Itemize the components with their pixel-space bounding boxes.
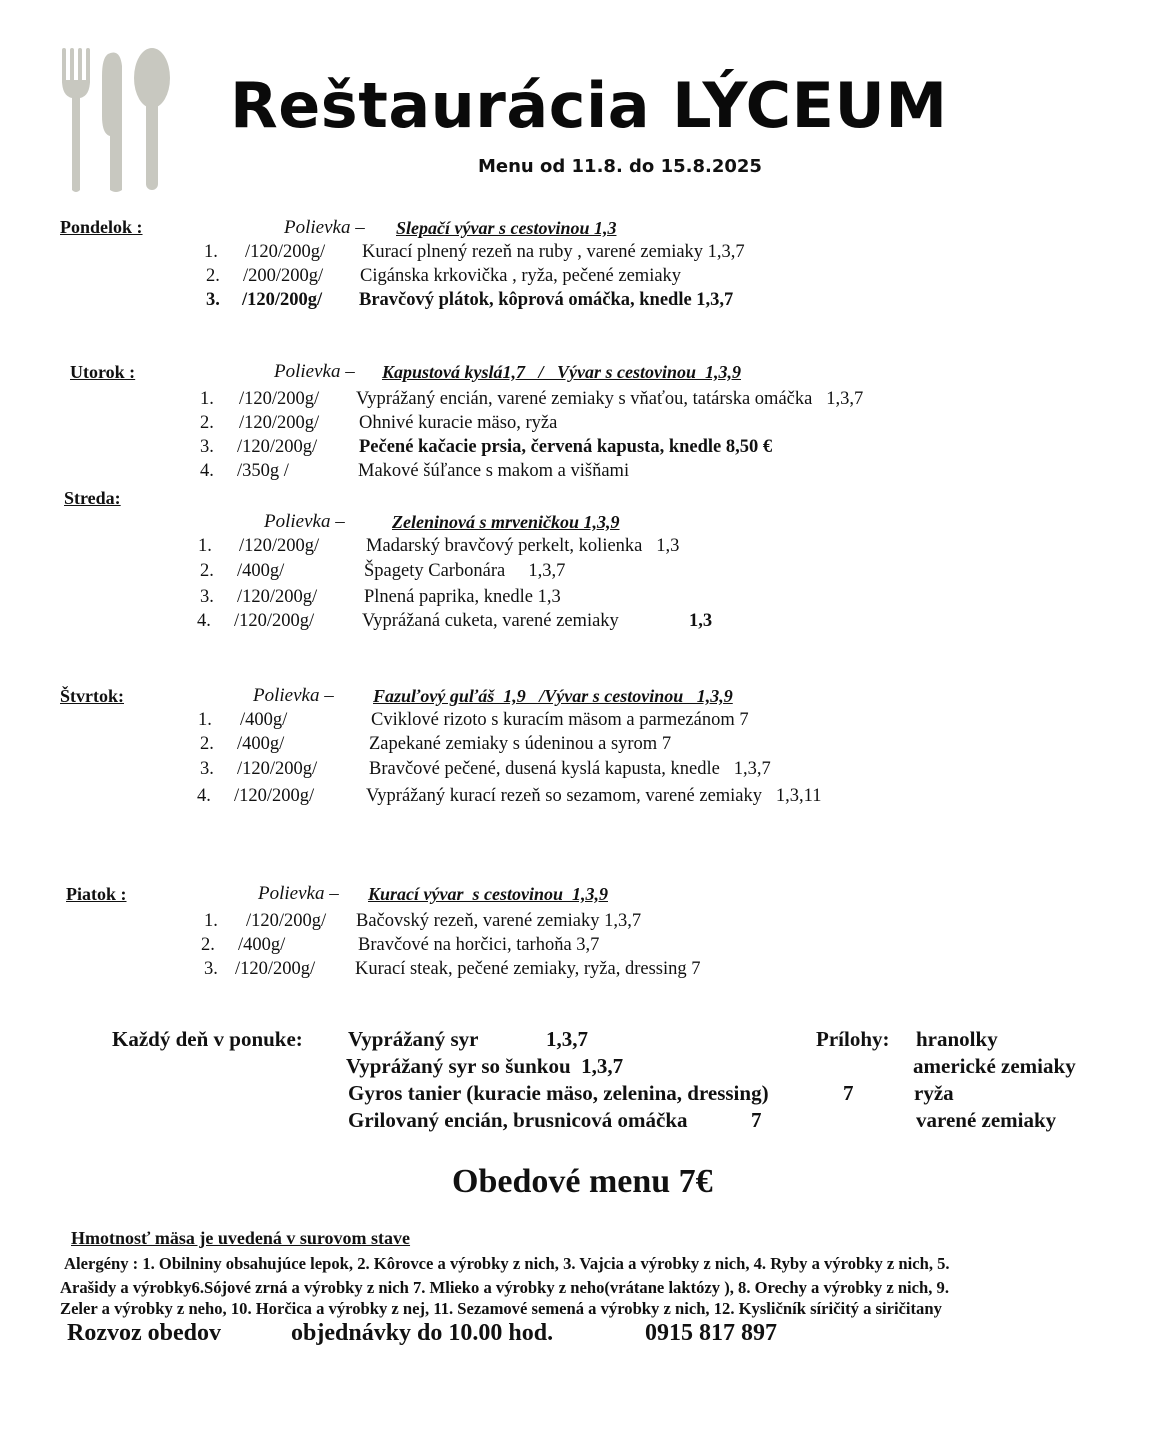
dish-name: Bravčové pečené, dusená kyslá kapusta, knedle 1,3,7 bbox=[369, 759, 771, 779]
dish-name: Cviklové rizoto s kuracím mäsom a parmezánom 7 bbox=[371, 710, 749, 730]
dish-name: Bravčové na horčici, tarhoňa 3,7 bbox=[358, 935, 600, 955]
soup-name: Zeleninová s mrveničkou 1,3,9 bbox=[392, 512, 620, 532]
soup-label: Polievka – bbox=[258, 883, 339, 904]
soup-name: Kurací vývar s cestovinou 1,3,9 bbox=[368, 884, 608, 904]
day-label-thursday: Štvrtok: bbox=[60, 686, 124, 706]
side-item: ryža bbox=[914, 1081, 954, 1105]
day-label-wednesday: Streda: bbox=[64, 488, 121, 508]
item-weight: /120/200g/ bbox=[239, 389, 320, 409]
soup-label: Polievka – bbox=[284, 217, 365, 238]
daily-item: Vyprážaný syr bbox=[348, 1027, 479, 1051]
dish-name: Vyprážaná cuketa, varené zemiaky bbox=[362, 611, 619, 631]
item-number: 4. bbox=[200, 461, 214, 481]
sides-label: Prílohy: bbox=[816, 1027, 890, 1051]
soup-label: Polievka – bbox=[253, 685, 334, 706]
item-weight: /400g/ bbox=[237, 734, 285, 754]
item-weight: /350g / bbox=[237, 461, 289, 481]
allergens-line: Zeler a výrobky z neho, 10. Horčica a výrobky z nej, 11. Sezamové semená a výrobky z nich, 12. Kysličník síričitý a siričitany bbox=[60, 1299, 942, 1318]
soup-name: Slepačí vývar s cestovinou 1,3 bbox=[396, 218, 617, 238]
lunch-menu-price: Obedové menu 7€ bbox=[452, 1163, 713, 1200]
dish-name: Kurací steak, pečené zemiaky, ryža, dressing 7 bbox=[355, 959, 701, 979]
daily-item-allergens: 7 bbox=[751, 1108, 762, 1132]
item-number: 1. bbox=[198, 536, 212, 556]
item-number: 2. bbox=[200, 561, 214, 581]
allergens-line: Arašidy a výrobky6.Sójové zrná a výrobky z nich 7. Mlieko a výrobky z neho(vrátane laktózy ), 8. Orechy a výrobky z nich, 9. bbox=[60, 1278, 950, 1297]
delivery-label: Rozvoz obedov bbox=[67, 1320, 221, 1346]
item-weight: /120/200g/ bbox=[245, 242, 326, 262]
dish-name: Špagety Carbonára 1,3,7 bbox=[364, 561, 566, 581]
dish-name: Kurací plnený rezeň na ruby , varené zemiaky 1,3,7 bbox=[362, 242, 745, 262]
item-number: 3. bbox=[200, 437, 214, 457]
item-number: 1. bbox=[204, 242, 218, 262]
item-weight: /120/200g/ bbox=[242, 290, 323, 310]
dish-name: Vyprážaný encián, varené zemiaky s vňaťou, tatárska omáčka 1,3,7 bbox=[356, 389, 864, 409]
side-item: varené zemiaky bbox=[916, 1108, 1057, 1132]
item-weight: /120/200g/ bbox=[237, 759, 318, 779]
item-weight: /120/200g/ bbox=[237, 437, 318, 457]
daily-item-allergens: 1,3,7 bbox=[546, 1027, 588, 1051]
item-number: 3. bbox=[206, 290, 220, 310]
dish-name: Bačovský rezeň, varené zemiaky 1,3,7 bbox=[356, 911, 642, 931]
dish-name: Plnená paprika, knedle 1,3 bbox=[364, 587, 561, 607]
dish-name: Pečené kačacie prsia, červená kapusta, knedle 8,50 € bbox=[359, 437, 773, 457]
menu-dates: Menu od 11.8. do 15.8.2025 bbox=[478, 156, 762, 177]
daily-item: Gyros tanier (kuracie mäso, zelenina, dressing) bbox=[348, 1081, 769, 1105]
soup-name: Kapustová kyslá1,7 / Vývar s cestovinou 1,3,9 bbox=[382, 362, 741, 382]
item-weight: /120/200g/ bbox=[234, 611, 315, 631]
daily-offer-label: Každý deň v ponuke: bbox=[112, 1027, 303, 1051]
item-weight: /200/200g/ bbox=[243, 266, 324, 286]
daily-item: Vyprážaný syr so šunkou 1,3,7 bbox=[346, 1054, 624, 1078]
item-number: 4. bbox=[197, 611, 211, 631]
item-weight: /120/200g/ bbox=[237, 587, 318, 607]
side-item: hranolky bbox=[916, 1027, 998, 1051]
item-number: 4. bbox=[197, 786, 211, 806]
item-number: 3. bbox=[204, 959, 218, 979]
dish-allergens: 1,3 bbox=[689, 611, 713, 631]
item-weight: /400g/ bbox=[238, 935, 286, 955]
dish-name: Bravčový plátok, kôprová omáčka, knedle 1,3,7 bbox=[359, 290, 734, 310]
day-label-tuesday: Utorok : bbox=[70, 362, 136, 382]
item-weight: /120/200g/ bbox=[246, 911, 327, 931]
item-number: 1. bbox=[198, 710, 212, 730]
item-number: 3. bbox=[200, 759, 214, 779]
dish-name: Madarský bravčový perkelt, kolienka 1,3 bbox=[366, 536, 680, 556]
item-weight: /400g/ bbox=[240, 710, 288, 730]
page-title: Reštaurácia LÝCEUM bbox=[230, 69, 948, 142]
item-weight: /120/200g/ bbox=[239, 413, 320, 433]
item-number: 2. bbox=[200, 734, 214, 754]
dish-name: Makové šúľance s makom a višňami bbox=[358, 461, 630, 481]
soup-label: Polievka – bbox=[264, 511, 345, 532]
item-number: 1. bbox=[200, 389, 214, 409]
soup-name: Fazuľový guľáš 1,9 /Vývar s cestovinou 1,3,9 bbox=[373, 686, 733, 706]
item-number: 2. bbox=[201, 935, 215, 955]
dish-name: Cigánska krkovička , ryža, pečené zemiaky bbox=[360, 266, 682, 286]
allergens-list bbox=[60, 1252, 1120, 1321]
item-weight: /120/200g/ bbox=[239, 536, 320, 556]
day-label-friday: Piatok : bbox=[66, 884, 127, 904]
dish-name: Vyprážaný kurací rezeň so sezamom, varené zemiaky 1,3,11 bbox=[366, 786, 822, 806]
daily-item-allergens: 7 bbox=[843, 1081, 854, 1105]
dish-name: Ohnivé kuracie mäso, ryža bbox=[359, 413, 558, 433]
order-deadline: objednávky do 10.00 hod. bbox=[291, 1320, 554, 1346]
item-weight: /120/200g/ bbox=[234, 786, 315, 806]
side-item: americké zemiaky bbox=[913, 1054, 1076, 1078]
item-number: 2. bbox=[206, 266, 220, 286]
item-weight: /400g/ bbox=[237, 561, 285, 581]
item-number: 3. bbox=[200, 587, 214, 607]
item-number: 2. bbox=[200, 413, 214, 433]
soup-label: Polievka – bbox=[274, 361, 355, 382]
phone-number: 0915 817 897 bbox=[645, 1320, 777, 1346]
day-label-monday: Pondelok : bbox=[60, 217, 143, 237]
weight-note: Hmotnosť mäsa je uvedená v surovom stave bbox=[71, 1228, 411, 1248]
daily-item: Grilovaný encián, brusnicová omáčka bbox=[348, 1108, 688, 1132]
dish-name: Zapekané zemiaky s údeninou a syrom 7 bbox=[369, 734, 672, 754]
fork-knife-spoon-icon bbox=[60, 46, 172, 196]
allergens-line: Alergény : 1. Obilniny obsahujúce lepok, 2. Kôrovce a výrobky z nich, 3. Vajcia a výrobky z nich, 4. Ryby a výrobky z nich, 5. bbox=[64, 1254, 950, 1273]
item-number: 1. bbox=[204, 911, 218, 931]
item-weight: /120/200g/ bbox=[235, 959, 316, 979]
